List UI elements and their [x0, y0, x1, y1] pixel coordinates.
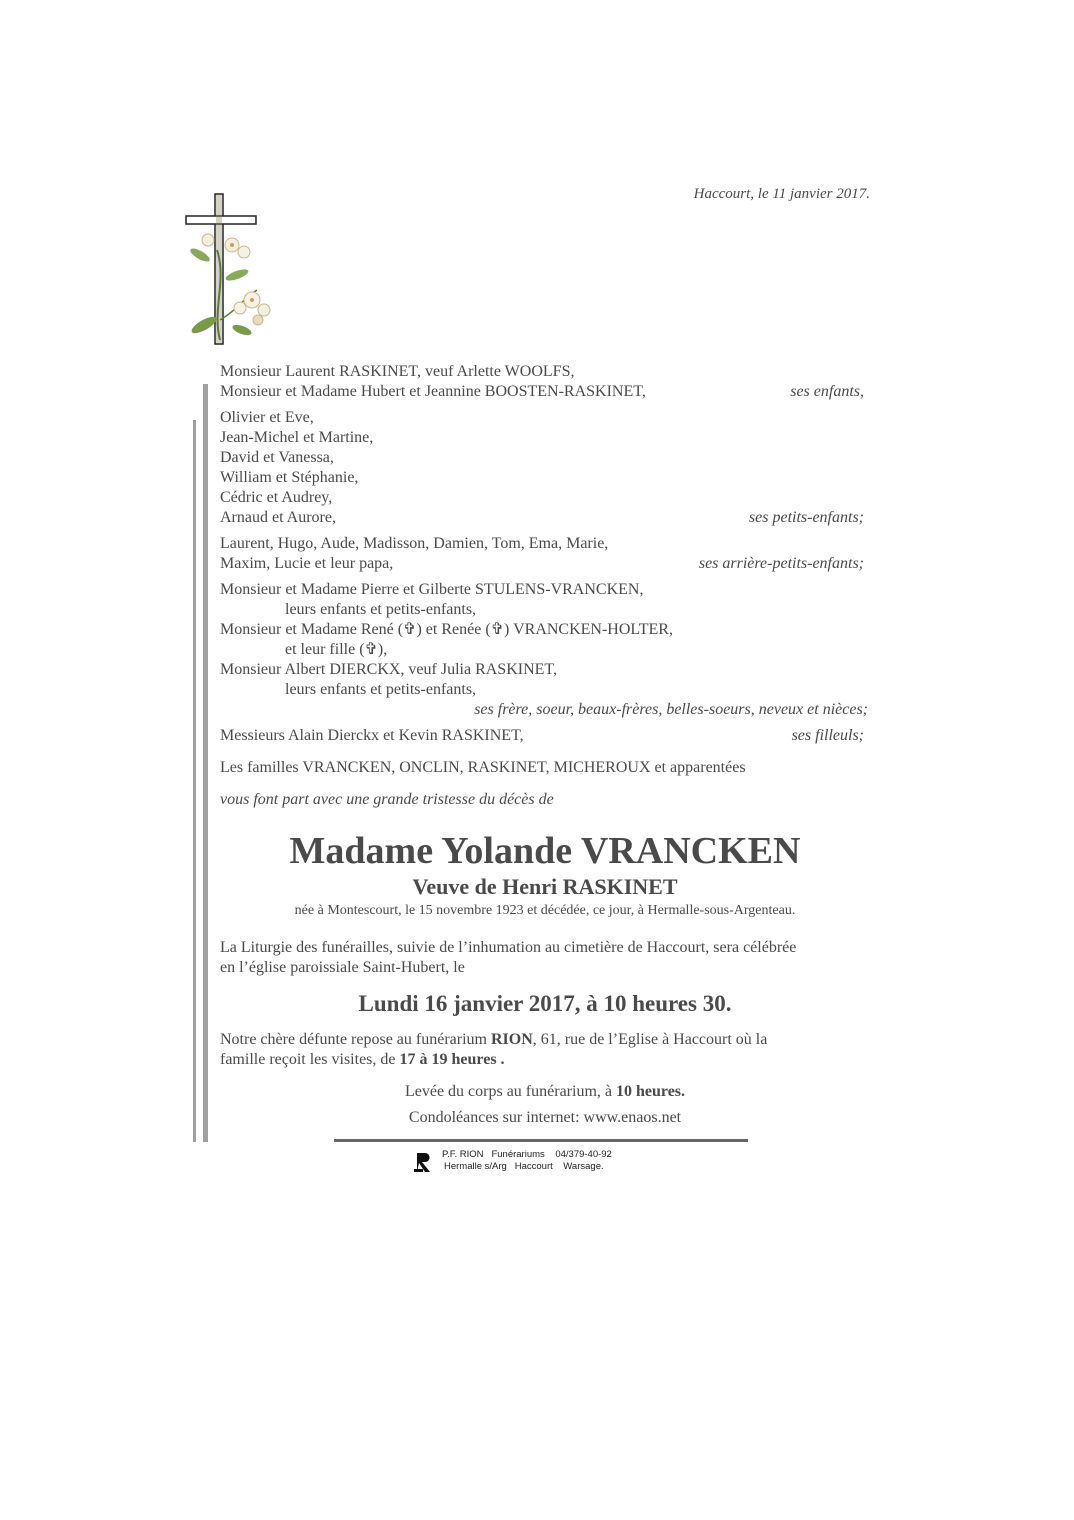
role-label: ses petits-enfants;: [748, 509, 864, 526]
visits-line2-prefix: famille reçoit les visites, de: [220, 1051, 400, 1068]
role-label: ses frère, soeur, beaux-frères, belles-soeurs, neveux et nièces;: [474, 701, 868, 718]
family-line: Olivier et Eve,: [220, 409, 314, 426]
deceased-name: Madame Yolande VRANCKEN: [289, 830, 801, 872]
family-line: Jean-Michel et Martine,: [220, 429, 374, 446]
family-line: Arnaud et Aurore,: [220, 509, 336, 526]
family-line: Messieurs Alain Dierckx et Kevin RASKINET,: [220, 727, 524, 744]
footer-rule: [334, 1139, 748, 1142]
role-label: ses enfants,: [790, 383, 864, 400]
family-line: leurs enfants et petits-enfants,: [285, 601, 477, 618]
role-label: ses filleuls;: [791, 727, 864, 744]
left-border-outer: [193, 420, 196, 1142]
family-line: leurs enfants et petits-enfants,: [285, 681, 477, 698]
visit-hours: 17 à 19 heures .: [399, 1051, 505, 1068]
funeral-date: Lundi 16 janvier 2017, à 10 heures 30.: [358, 991, 732, 1016]
family-line: David et Vanessa,: [220, 449, 334, 466]
family-line: Monsieur et Madame Pierre et Gilberte STULENS-VRANCKEN,: [220, 581, 644, 598]
family-line: Monsieur Laurent RASKINET, veuf Arlette WOOLFS,: [220, 363, 575, 380]
family-line: Maxim, Lucie et leur papa,: [220, 555, 394, 572]
family-line: Monsieur Albert DIERCKX, veuf Julia RASKINET,: [220, 661, 557, 678]
announcement: vous font part avec une grande tristesse du décès de: [220, 791, 554, 808]
rion-logo-icon: [414, 1150, 436, 1174]
ceremony-line: La Liturgie des funérailles, suivie de l’inhumation au cimetière de Haccourt, sera célébrée: [220, 939, 797, 956]
visits-line: [220, 1050, 505, 1070]
family-line: William et Stéphanie,: [220, 469, 359, 486]
left-border-inner: [203, 384, 208, 1142]
family-line: Monsieur et Madame Hubert et Jeannine BOOSTEN-RASKINET,: [220, 383, 646, 400]
family-line: et leur fille (✞),: [285, 641, 388, 658]
families-line: Les familles VRANCKEN, ONCLIN, RASKINET, MICHEROUX et apparentées: [220, 759, 746, 776]
visits-prefix: Notre chère défunte repose au funérarium: [220, 1031, 491, 1048]
family-line: Laurent, Hugo, Aude, Madisson, Damien, Tom, Ema, Marie,: [220, 535, 609, 552]
footer-line2: Hermalle s/Arg Haccourt Warsage.: [444, 1161, 604, 1172]
condolences-line: Condoléances sur internet: www.enaos.net: [408, 1109, 682, 1126]
role-label: ses arrière-petits-enfants;: [698, 555, 864, 572]
family-line: Monsieur et Madame René (✞) et Renée (✞) VRANCKEN-HOLTER,: [220, 621, 673, 638]
visits-suffix: , 61, rue de l’Eglise à Haccourt où la: [532, 1031, 768, 1048]
cross-flower-icon: [182, 190, 282, 350]
levee-time: 10 heures.: [615, 1083, 686, 1100]
widow-of: Veuve de Henri RASKINET: [412, 874, 678, 899]
family-line: Cédric et Audrey,: [220, 489, 333, 506]
visits-line: [220, 1030, 767, 1050]
ceremony-line: en l’église paroissiale Saint-Hubert, le: [220, 959, 465, 976]
levee-line: [220, 1082, 870, 1102]
place-date: Haccourt, le 11 janvier 2017.: [693, 186, 870, 202]
funeral-home-name: RION: [490, 1031, 533, 1048]
birth-death: née à Montescourt, le 15 novembre 1923 et décédée, ce jour, à Hermalle-sous-Argenteau.: [294, 903, 796, 918]
footer-line1: P.F. RION Funérariums 04/379-40-92: [442, 1149, 612, 1160]
levee-prefix: Levée du corps au funérarium, à: [404, 1083, 616, 1100]
